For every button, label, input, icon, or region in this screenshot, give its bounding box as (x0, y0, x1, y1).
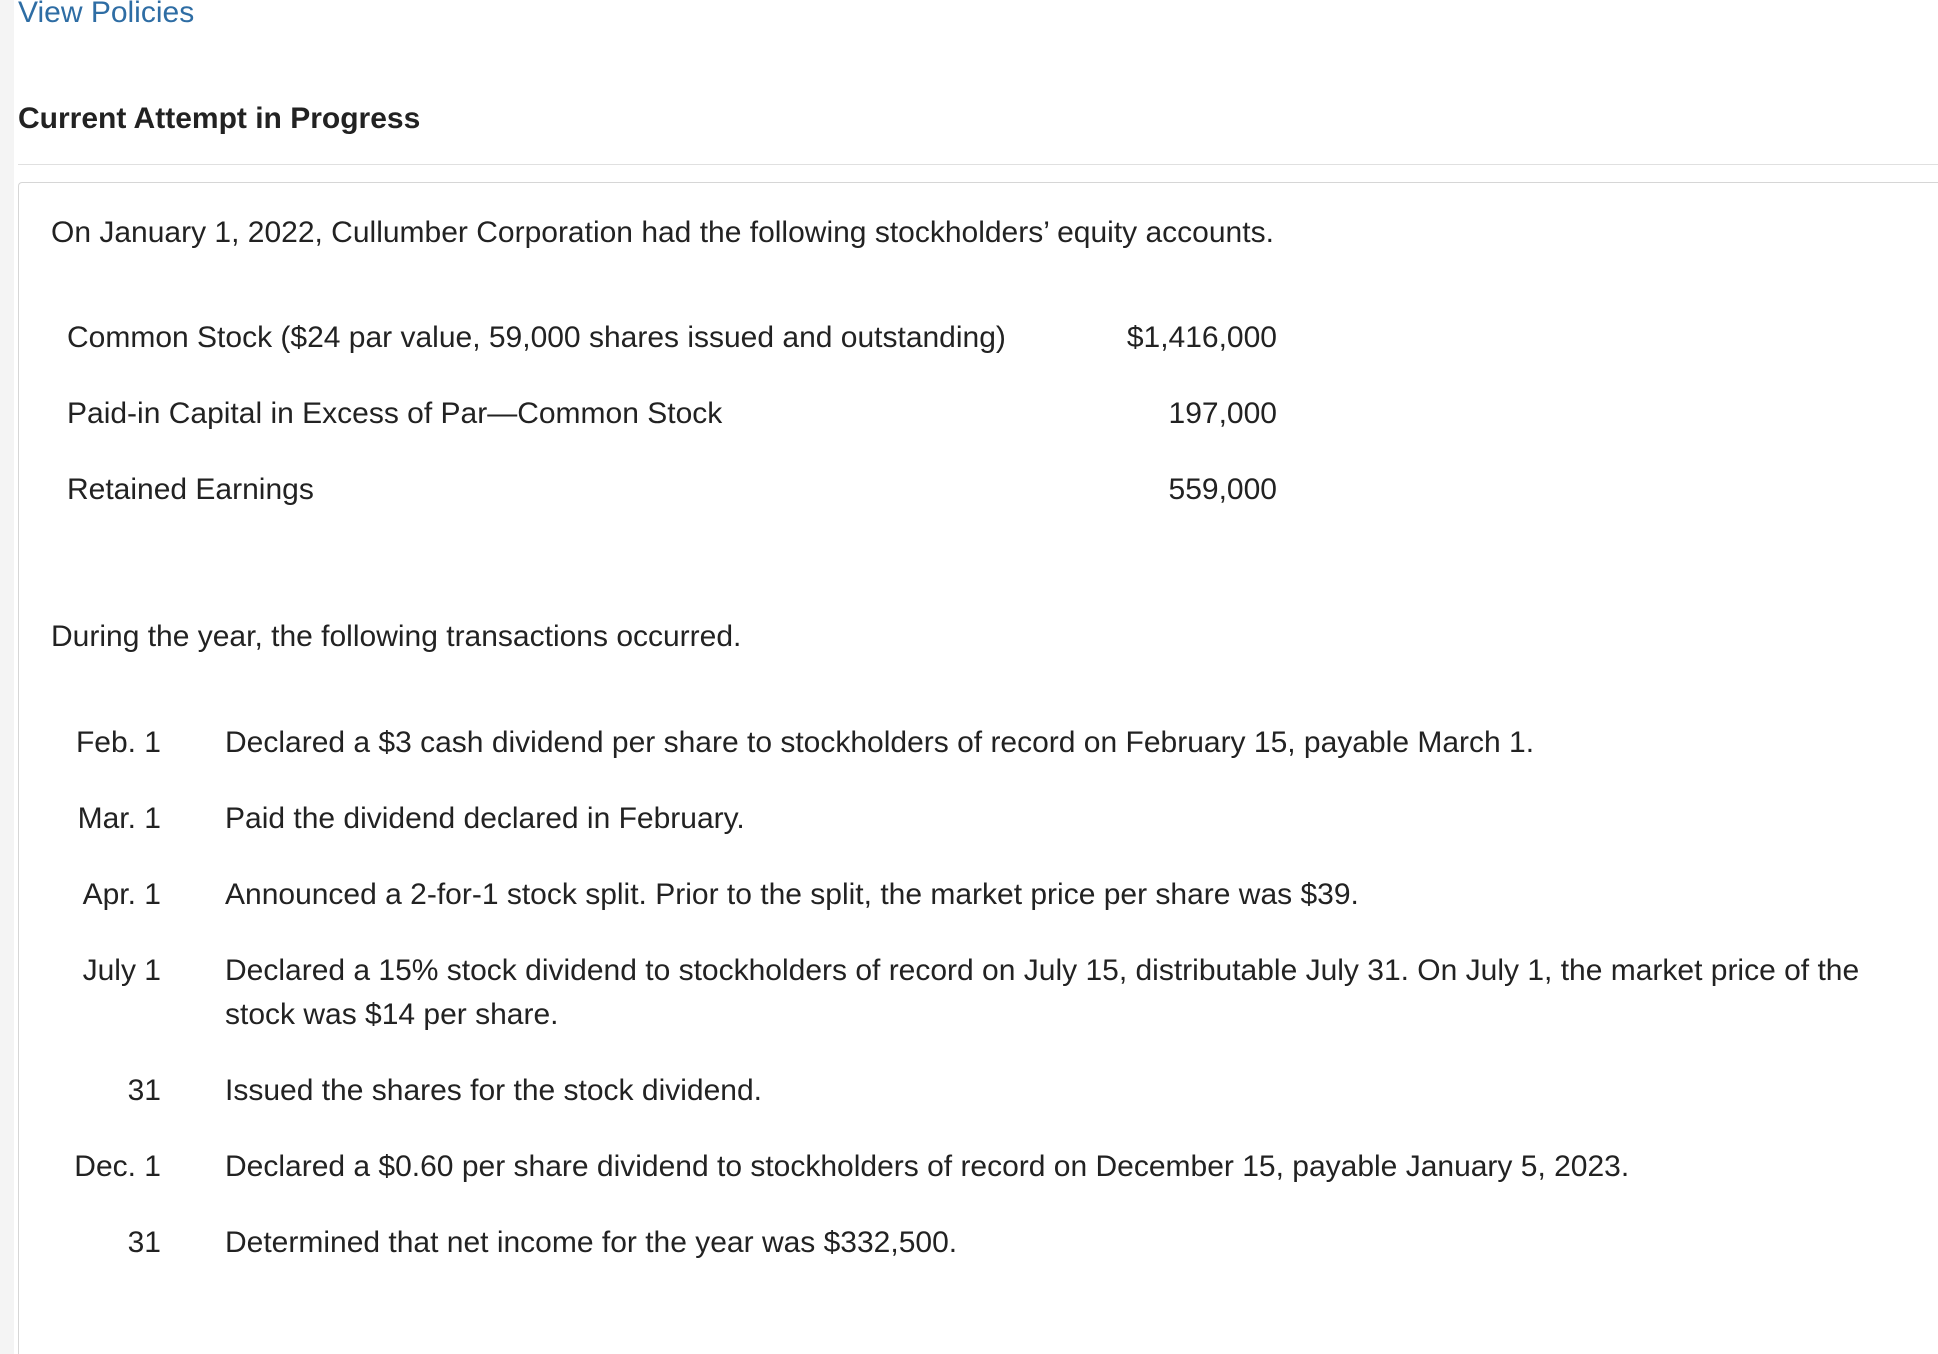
transaction-date: July 1 (82, 954, 161, 987)
view-policies-link[interactable]: View Policies (18, 0, 195, 29)
transaction-date: Mar. 1 (77, 802, 161, 835)
intro-text: On January 1, 2022, Cullumber Corporation had the following stockholders’ equity accounts. (51, 216, 1274, 249)
divider (18, 164, 1938, 165)
transaction-text: Declared a 15% stock dividend to stockholders of record on July 15, distributable July 31. On July 1, the market price of the stock was $14 per share. (225, 954, 1860, 1031)
equity-row-common-stock (67, 321, 1277, 361)
equity-amount: 197,000 (1168, 397, 1277, 430)
transaction-text: Issued the shares for the stock dividend. (225, 1074, 762, 1107)
equity-amount: $1,416,000 (1126, 321, 1277, 354)
attempt-title: Current Attempt in Progress (18, 102, 421, 135)
during-text: During the year, the following transactions occurred. (51, 620, 742, 653)
equity-label: Paid-in Capital in Excess of Par—Common Stock (67, 397, 723, 430)
transaction-date: Apr. 1 (82, 878, 161, 911)
transaction-text: Declared a $3 cash dividend per share to stockholders of record on February 15, payable March 1. (225, 726, 1535, 759)
transaction-text: Paid the dividend declared in February. (225, 802, 745, 835)
transaction-date: Feb. 1 (75, 726, 161, 759)
transaction-text: Determined that net income for the year was $332,500. (225, 1226, 958, 1259)
transaction-date: 31 (127, 1074, 161, 1107)
transaction-text: Declared a $0.60 per share dividend to stockholders of record on December 15, payable January 5, 2023. (225, 1150, 1630, 1183)
equity-row-paid-in-capital (67, 397, 1277, 437)
transaction-date: Dec. 1 (74, 1150, 161, 1183)
left-rule (0, 0, 14, 1354)
equity-amount: 559,000 (1168, 473, 1277, 506)
transaction-date: 31 (127, 1226, 161, 1259)
transaction-text: Announced a 2-for-1 stock split. Prior to the split, the market price per share was $39. (225, 878, 1359, 911)
equity-label: Common Stock ($24 par value, 59,000 shares issued and outstanding) (67, 321, 1006, 354)
question-card (18, 182, 1938, 1354)
equity-row-retained-earnings (67, 473, 1277, 513)
equity-label: Retained Earnings (67, 473, 314, 506)
